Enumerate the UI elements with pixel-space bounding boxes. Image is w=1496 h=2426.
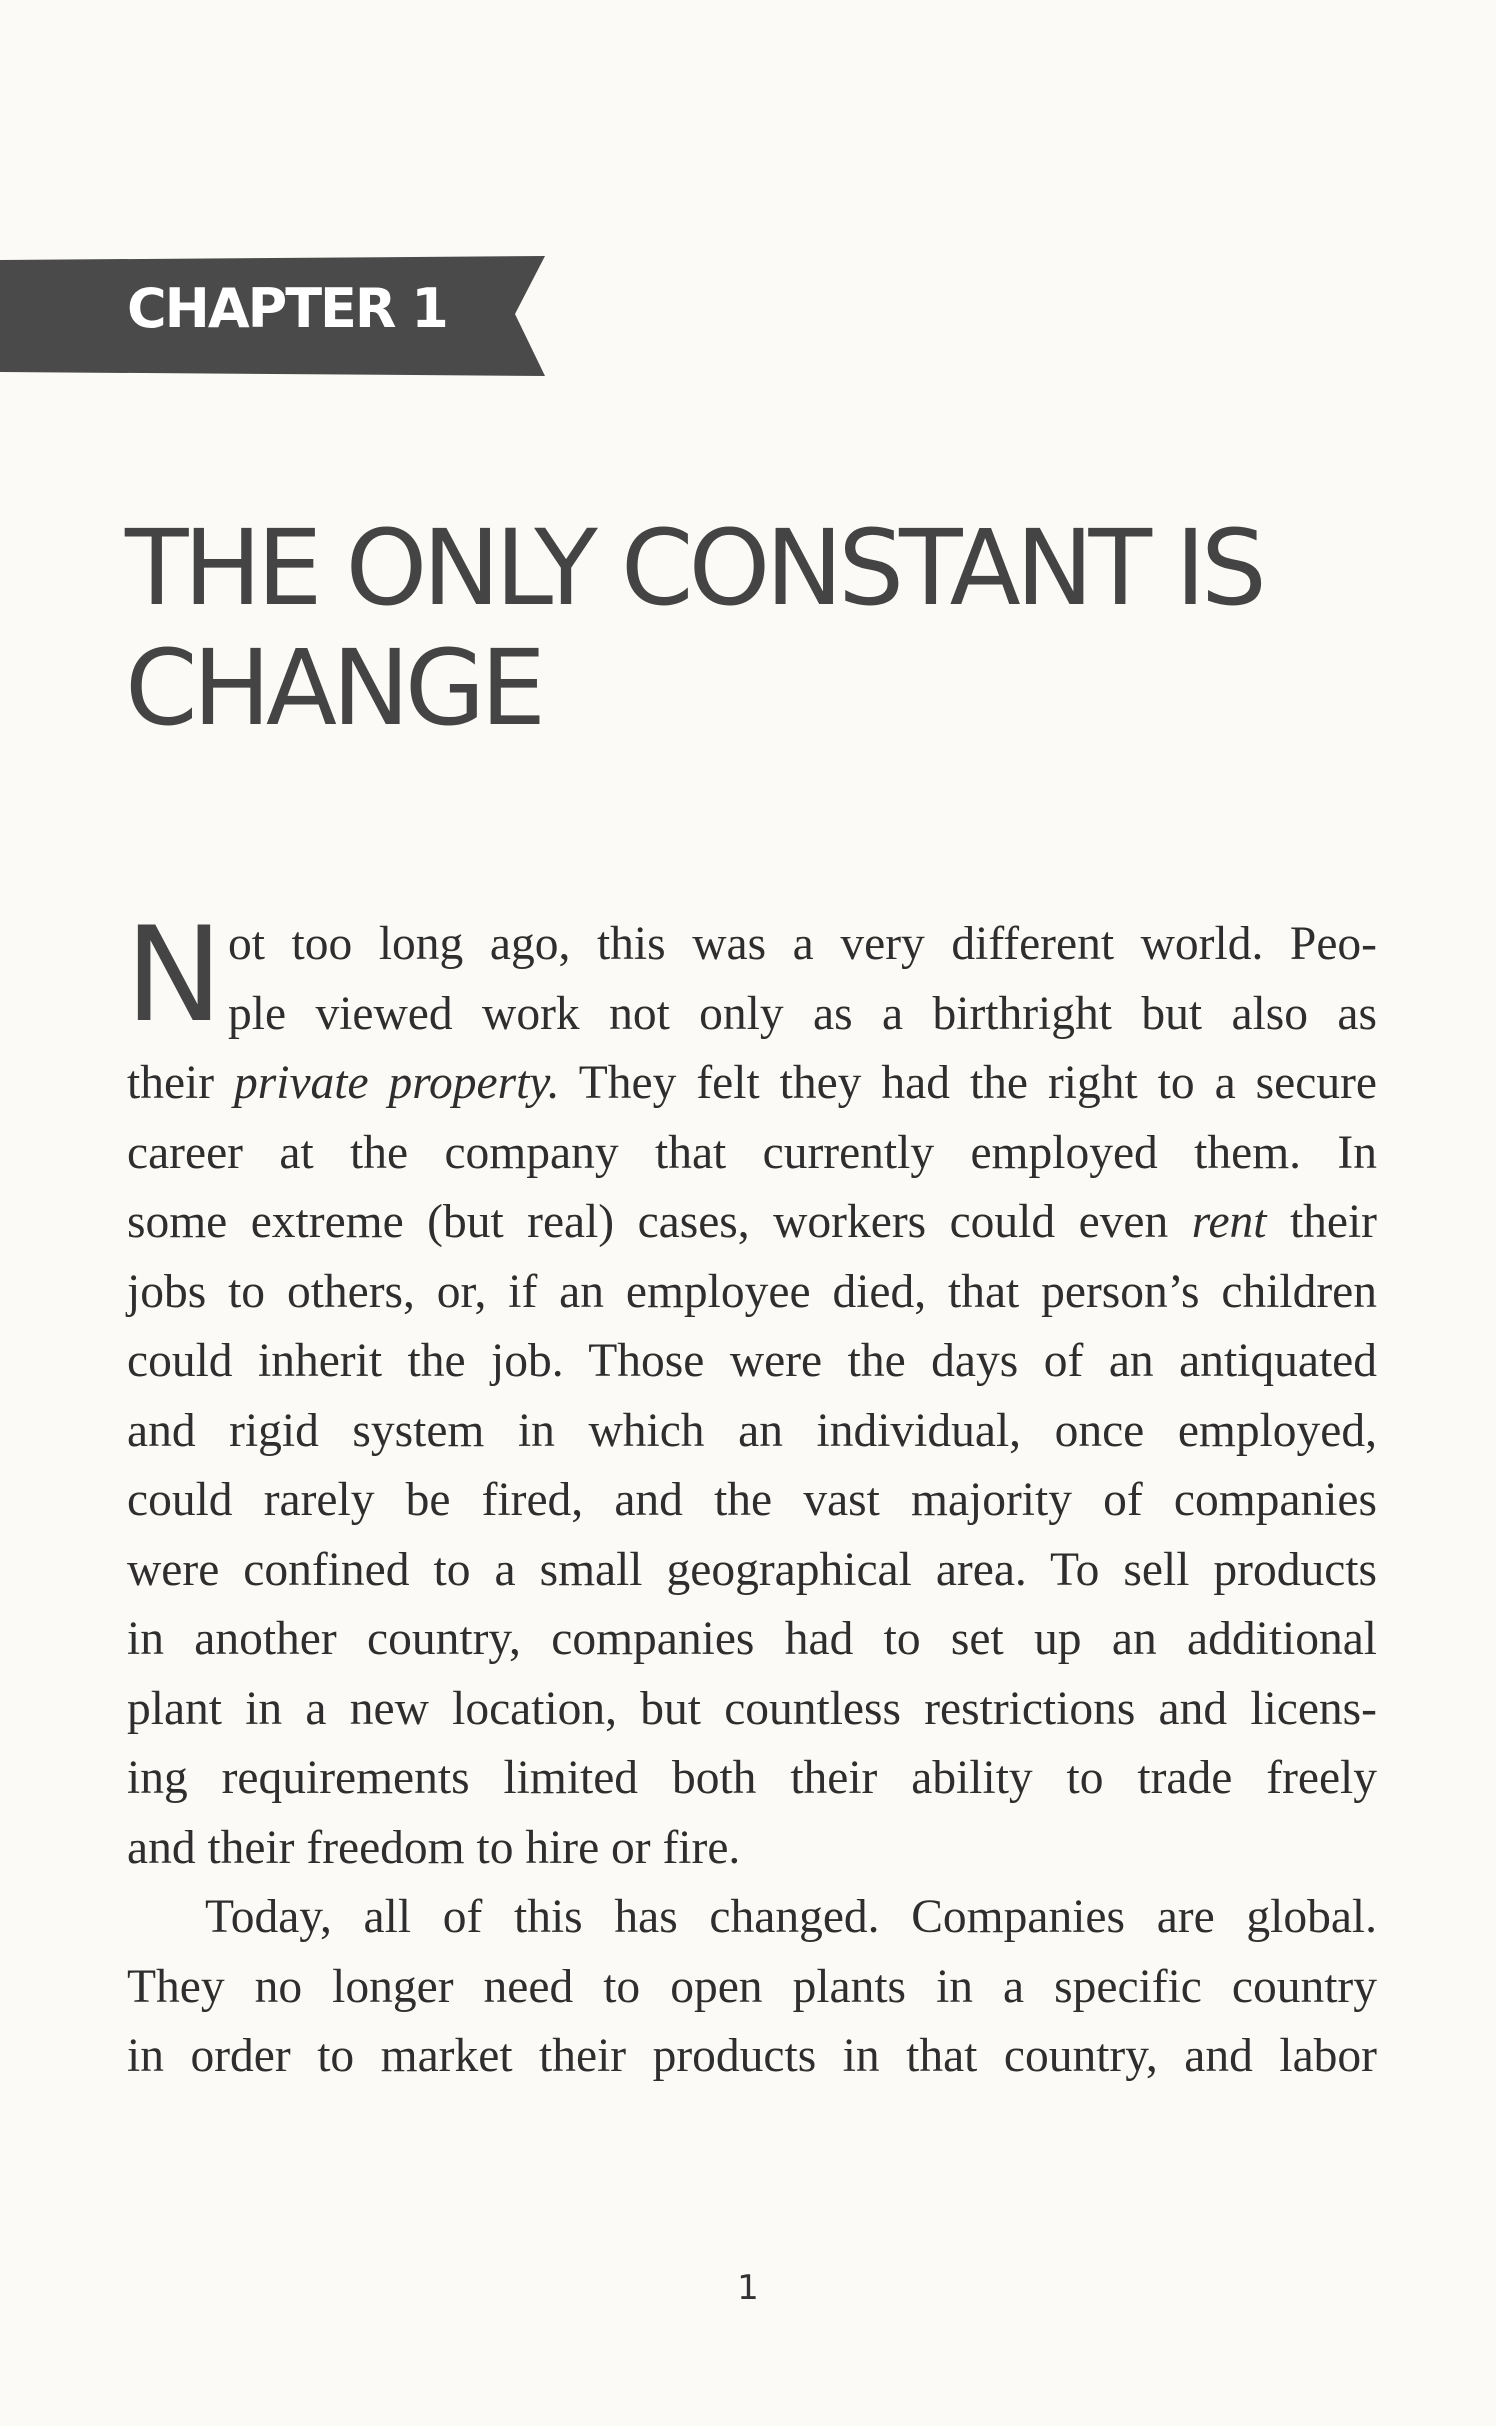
text-line: ot too long ago, this was a very different world. Peo-: [228, 918, 1377, 970]
text-line: were confined to a small geographical area. To sell products: [127, 1543, 1377, 1596]
text-line: plant in a new location, but countless restrictions and licens-: [127, 1682, 1377, 1735]
text-line: ing requirements limited both their ability to trade freely: [127, 1752, 1377, 1804]
text-line: jobs to others, or, if an employee died, that person’s children: [127, 1265, 1377, 1318]
text-line: in order to market their products in that country, and labor: [127, 2030, 1377, 2082]
emphasis-text: rent: [1191, 1196, 1267, 1248]
emphasis-text: private property.: [234, 1057, 560, 1109]
text-segment: their: [1266, 1196, 1377, 1248]
text-line: and rigid system in which an individual, once employed,: [127, 1404, 1377, 1457]
chapter-label: CHAPTER 1: [127, 277, 447, 340]
text-line: They no longer need to open plants in a specific country: [127, 1960, 1377, 2013]
text-line: could inherit the job. Those were the days of an antiquated: [127, 1335, 1377, 1387]
chapter-title-line: CHANGE: [125, 627, 542, 749]
chapter-title-line: THE ONLY CONSTANT IS: [125, 507, 1262, 629]
text-segment: They felt they had the right to a secure: [559, 1057, 1377, 1109]
text-line: [127, 1188, 1377, 1258]
body-text: [125, 898, 1377, 2092]
text-line: ple viewed work not only as a birthright but also as: [228, 987, 1377, 1040]
text-segment: their: [127, 1057, 235, 1109]
drop-cap: N: [125, 898, 223, 1051]
page-number: 1: [737, 2268, 759, 2308]
text-line: [127, 1049, 1377, 1119]
chapter-banner: [0, 256, 545, 376]
text-segment: some extreme (but real) cases, workers could even: [127, 1196, 1192, 1248]
chapter-title: [125, 508, 1365, 748]
text-line: in another country, companies had to set up an additional: [127, 1613, 1377, 1665]
text-line: and their freedom to hire or fire.: [127, 1821, 741, 1874]
text-line: Today, all of this has changed. Companies are global.: [205, 1891, 1377, 1943]
text-line: career at the company that currently employed them. In: [127, 1126, 1377, 1179]
text-line: could rarely be fired, and the vast majority of companies: [127, 1474, 1377, 1526]
